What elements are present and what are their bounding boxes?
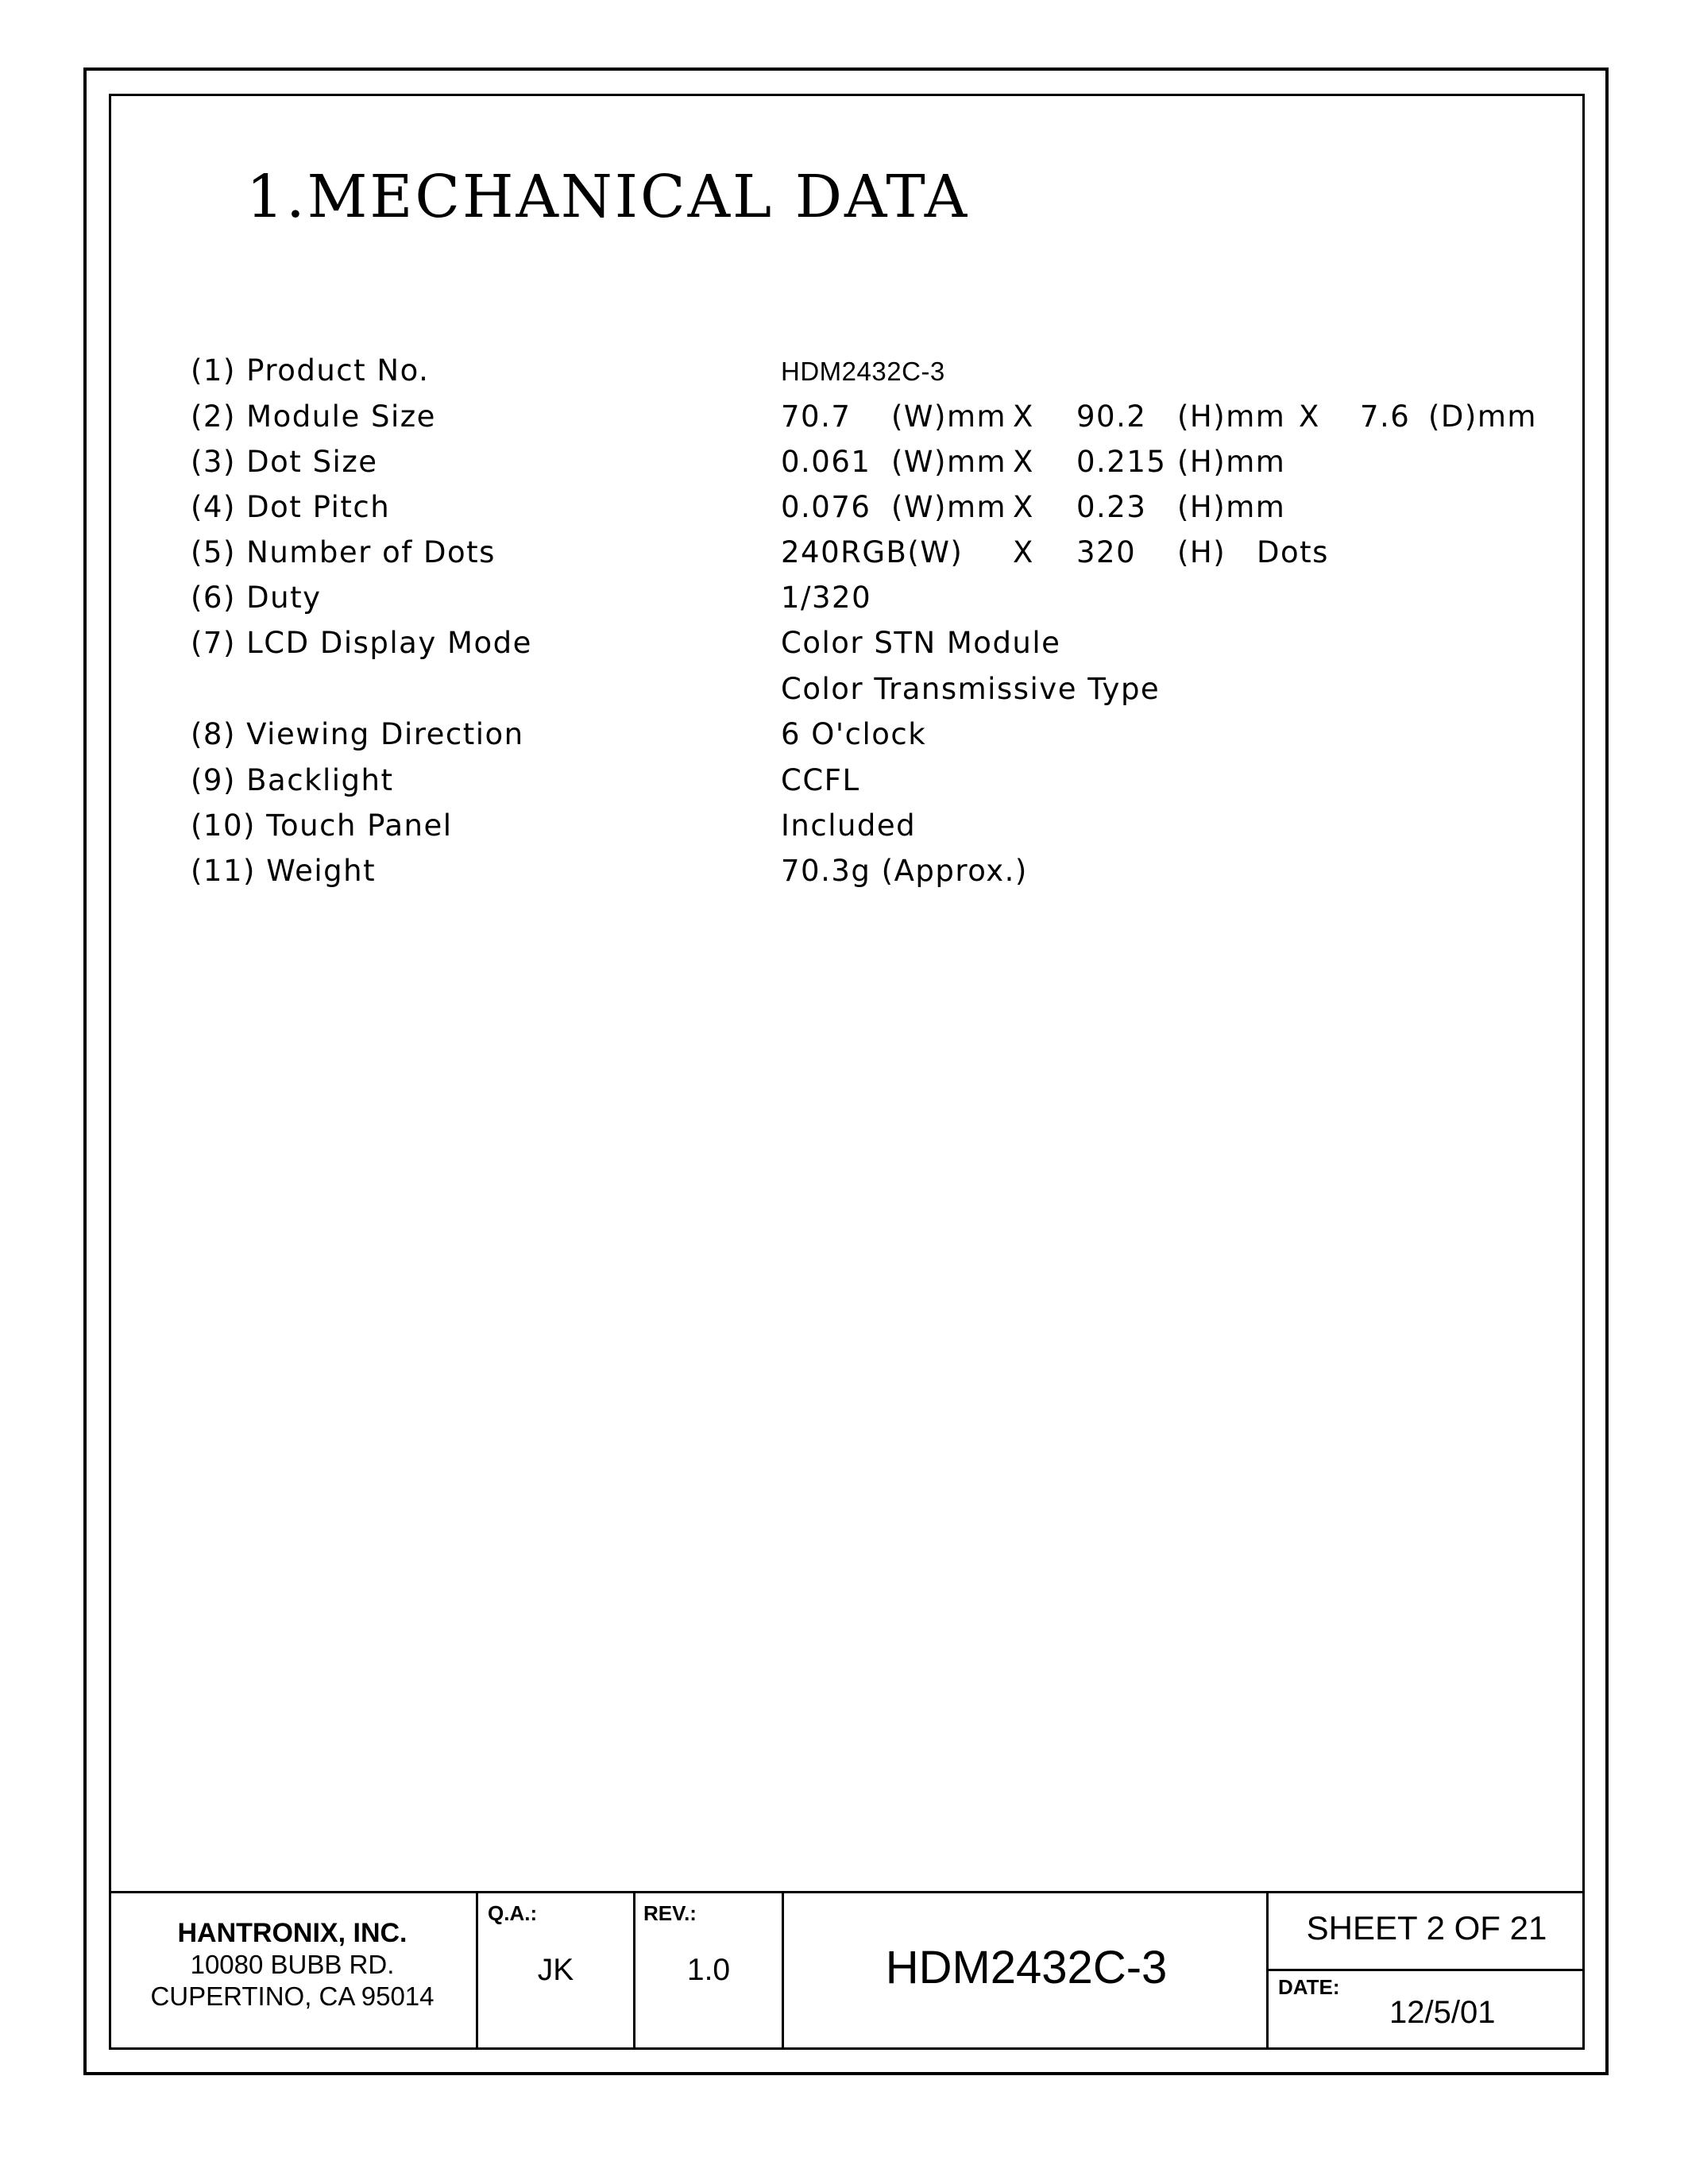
spec-separator: X [1013,399,1034,434]
spec-value: HDM2432C-3 [781,357,945,386]
spec-unit: (H)mm [1177,490,1286,524]
spec-unit: (W)mm [891,490,1007,524]
spec-separator: X [1013,490,1034,524]
company-name: HANTRONIX, INC. [177,1918,408,1948]
company-address-line1: 10080 BUBB RD. [190,1950,395,1979]
spec-unit: (H)mm [1177,445,1286,479]
qa-label: Q.A.: [488,1901,538,1925]
spec-label: (10) Touch Panel [191,808,453,843]
company-info [109,1917,476,2012]
rev-value: 1.0 [686,1953,731,1987]
spec-value: 0.061 [781,445,871,479]
spec-value: 1/320 [781,581,872,615]
spec-value: 0.076 [781,490,871,524]
spec-unit: (H) [1177,535,1226,569]
spec-value: Color Transmissive Type [781,672,1161,706]
spec-label: (7) LCD Display Mode [191,626,532,660]
spec-value: 7.6 [1360,399,1411,434]
spec-value: 0.215 [1076,445,1167,479]
spec-value: 70.7 [781,399,852,434]
spec-unit: Dots [1257,535,1329,569]
spec-unit: (H)mm [1177,399,1286,434]
rev-label: REV.: [643,1901,697,1925]
spec-separator: X [1013,535,1034,569]
title-block [109,1891,1585,2050]
spec-label: (9) Backlight [191,763,394,797]
spec-unit: (W)mm [891,399,1007,434]
date-label: DATE: [1278,1975,1340,1999]
page-title: 1.MECHANICAL DATA [246,163,970,231]
spec-value: 90.2 [1076,399,1147,434]
spec-value: 6 O'clock [781,717,927,751]
date-value: 12/5/01 [1389,1995,1496,2030]
spec-value: 70.3g (Approx.) [781,854,1028,888]
spec-value: CCFL [781,763,860,797]
spec-value: Included [781,808,917,843]
spec-label: (4) Dot Pitch [191,490,391,524]
spec-label: (3) Dot Size [191,445,378,479]
spec-unit: (D)mm [1428,399,1537,434]
spec-separator: X [1299,399,1320,434]
sheet-number: SHEET 2 OF 21 [1306,1909,1547,1947]
spec-label: (2) Module Size [191,399,436,434]
spec-label: (11) Weight [191,854,377,888]
spec-label: (8) Viewing Direction [191,717,524,751]
spec-label: (6) Duty [191,581,322,615]
company-address-line2: CUPERTINO, CA 95014 [150,1981,435,2011]
document-id: HDM2432C-3 [885,1942,1168,1993]
title-block-divider [1269,1969,1585,1971]
spec-label: (1) Product No. [191,353,430,388]
spec-separator: X [1013,445,1034,479]
spec-value: Color STN Module [781,626,1061,660]
qa-value: JK [537,1953,574,1987]
spec-value: 0.23 [1076,490,1147,524]
spec-value: 320 [1076,535,1137,569]
spec-label: (5) Number of Dots [191,535,496,569]
spec-value: 240RGB(W) [781,535,964,569]
spec-unit: (W)mm [891,445,1007,479]
